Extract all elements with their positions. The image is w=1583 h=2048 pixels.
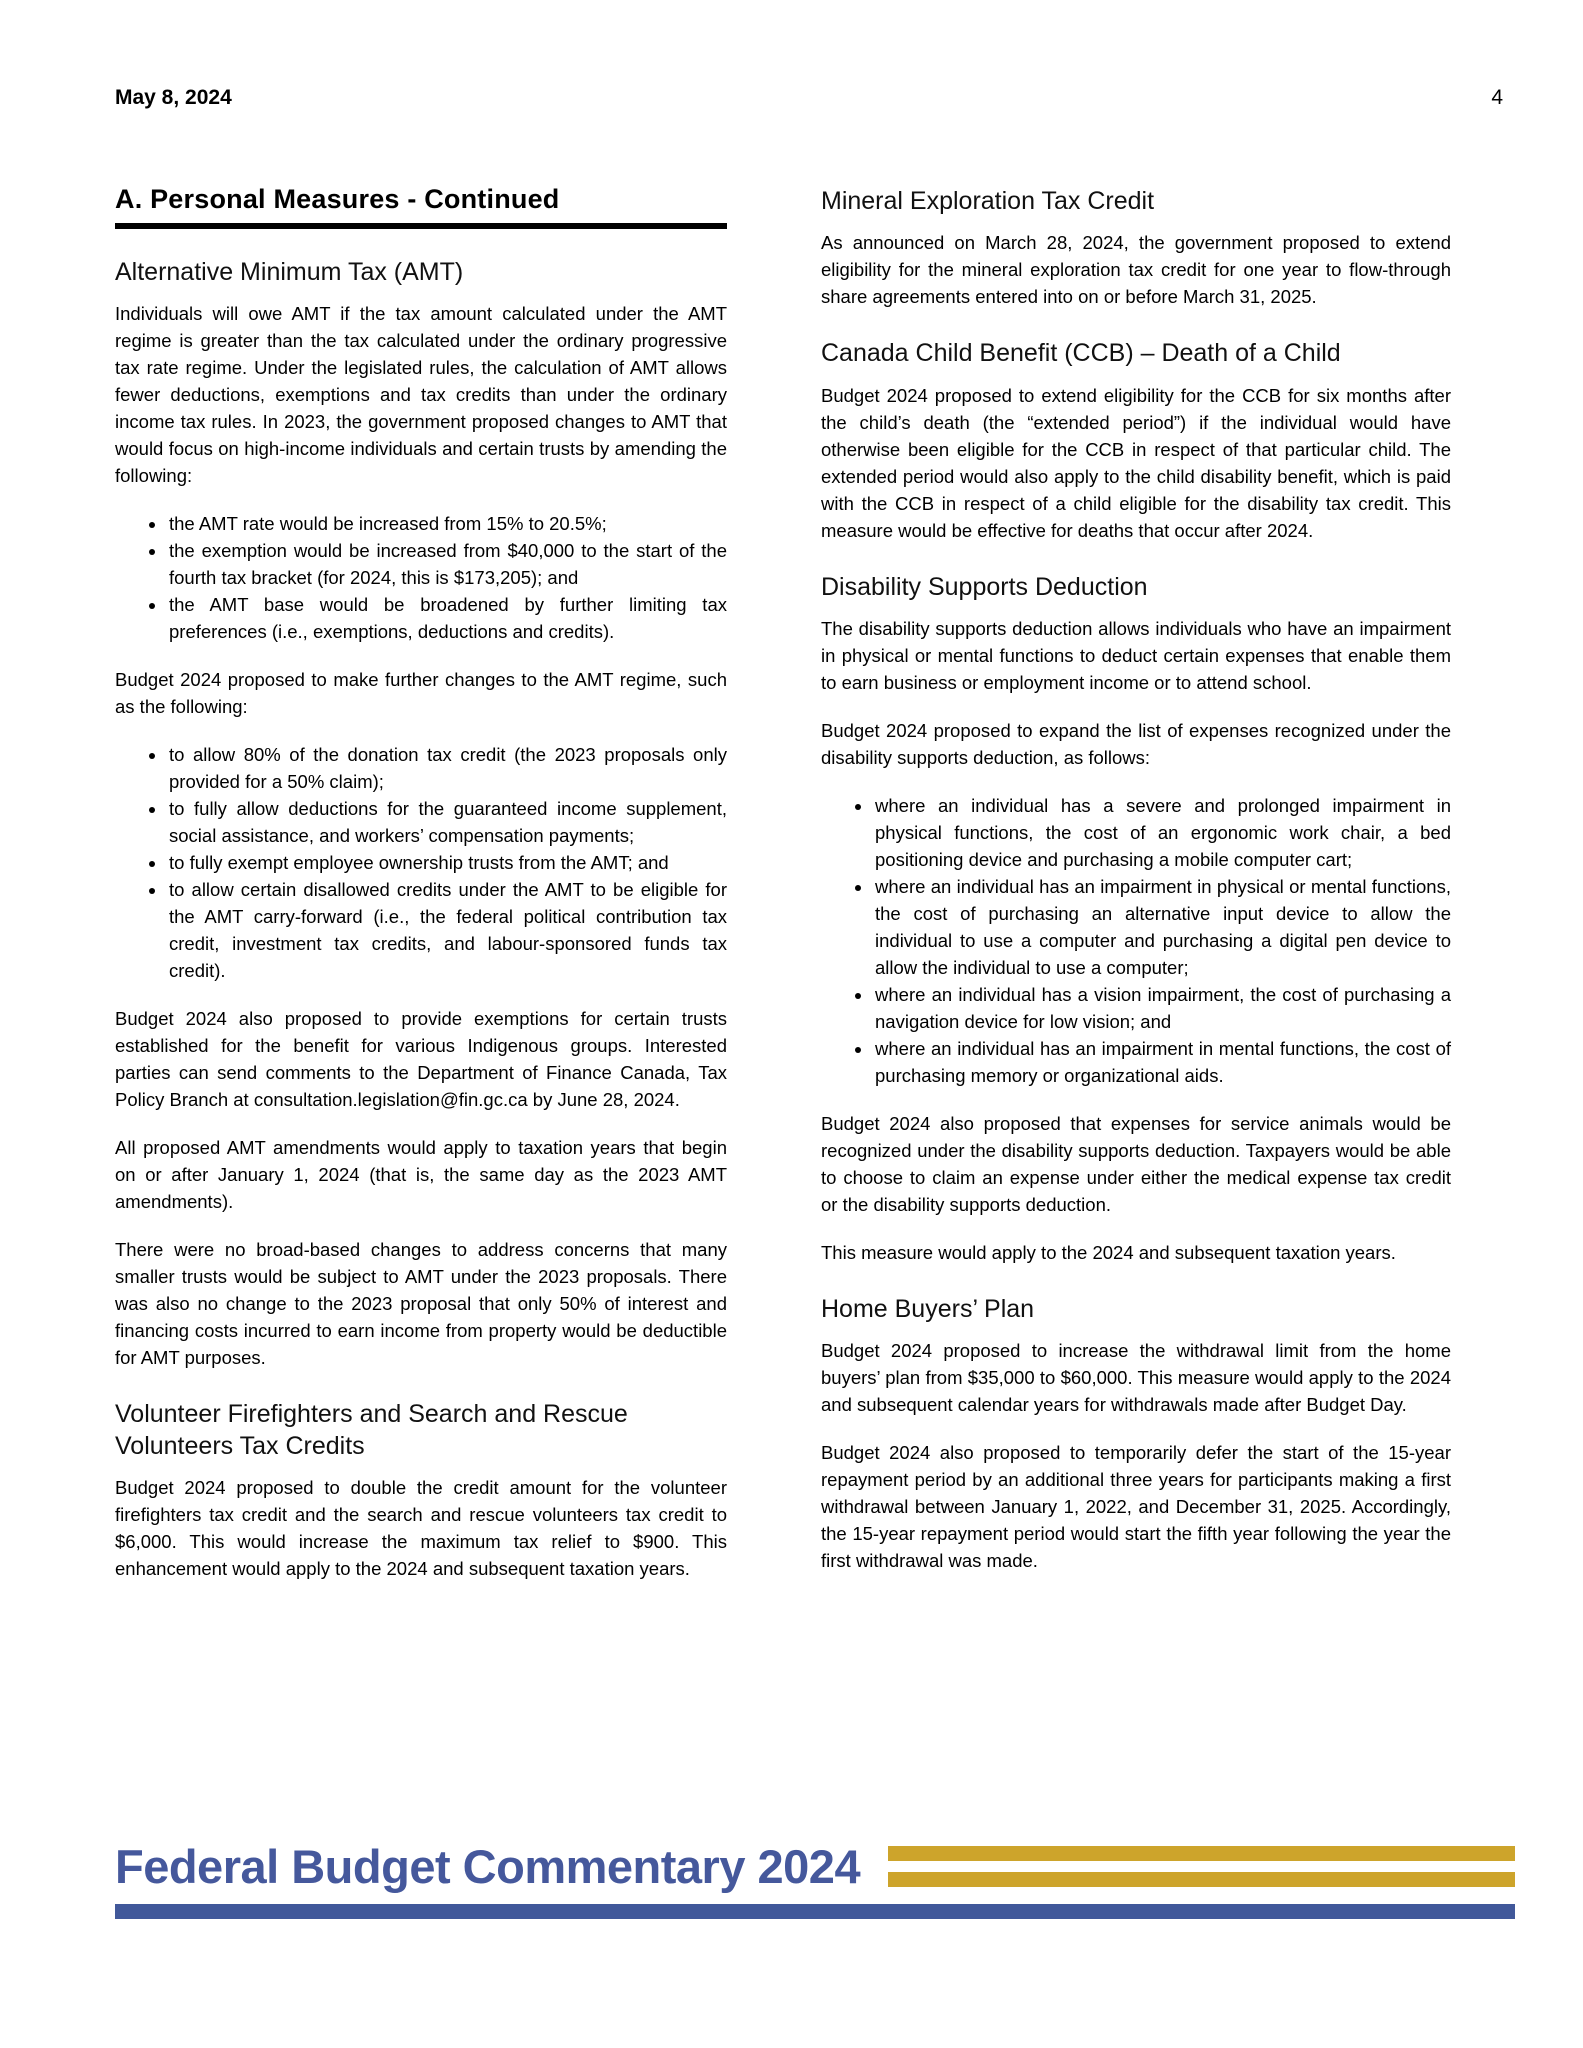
amt-trusts-paragraph: Budget 2024 also proposed to provide exemptions for certain trusts established for the benefit for various Indigenous groups. Interested parties can send comments to the Department of Finance Canada, Tax Policy Branch at consultation.legislation@fin.gc.ca by June 28, 2024.: [115, 1008, 727, 1111]
page-header: [0, 0, 1583, 110]
hbp-repayment-paragraph: Budget 2024 also proposed to temporarily defer the start of the 15-year repayment period by an additional three years for participants making a first withdrawal between January 1, 2022, and December 31, 2025. Accordingly, the 15-year repayment period would start the fifth year following the year the first withdrawal was made.: [821, 1442, 1451, 1571]
bullet-item: • the AMT base would be broadened by further limiting tax preferences (i.e., exemptions, deductions and credits).: [167, 591, 727, 645]
amt-2023-bullet-list: [115, 510, 727, 645]
amt-2024-bullet-list: [115, 741, 727, 984]
page-footer: [115, 1840, 1515, 1919]
volunteer-paragraph: Budget 2024 proposed to double the credit amount for the volunteer firefighters tax credit and the search and rescue volunteers tax credit to $6,000. This would increase the maximum tax relief to $900. This enhancement would apply to the 2024 and subsequent taxation years.: [115, 1476, 727, 1579]
amt-effective-paragraph: All proposed AMT amendments would apply to taxation years that begin on or after January 1, 2024 (that is, the same day as the 2023 AMT amendments).: [115, 1137, 727, 1213]
left-column: [115, 184, 727, 1603]
heading-mineral-exploration: Mineral Exploration Tax Credit: [821, 187, 1155, 215]
heading-ccb-death-of-child: Canada Child Benefit (CCB) – Death of a Child: [821, 339, 1341, 368]
gold-bar-bottom: [888, 1872, 1515, 1887]
bullet-item: • to allow 80% of the donation tax credit (the 2023 proposals only provided for a 50% claim);: [167, 741, 727, 795]
footer-blue-bar: [115, 1904, 1515, 1919]
heading-disability-supports: Disability Supports Deduction: [821, 572, 1148, 601]
bullet-item: • the exemption would be increased from $40,000 to the start of the fourth tax bracket (for 2024, this is $173,205); and: [167, 537, 727, 591]
section-title: A. Personal Measures - Continued: [115, 184, 727, 229]
disability-effective-paragraph: This measure would apply to the 2024 and subsequent taxation years.: [821, 1241, 1396, 1263]
footer-title: Federal Budget Commentary 2024: [115, 1840, 861, 1893]
ccb-paragraph: Budget 2024 proposed to extend eligibility for the CCB for six months after the child’s death (the “extended period”) if the individual would have otherwise been eligible for the CCB in respect of that particular child. The extended period would also apply to the child disability benefit, which is paid with the CCB in respect of a child eligible for the disability tax credit. This measure would be effective for deaths that occur after 2024.: [821, 384, 1451, 541]
footer-row: [115, 1840, 1515, 1893]
amt-intro-paragraph: Individuals will owe AMT if the tax amount calculated under the AMT regime is greater than the tax calculated under the ordinary progressive tax rate regime. Under the legislated rules, the calculation of AMT allows fewer deductions, exemptions and tax credits than under the ordinary income tax rules. In 2023, the government proposed changes to AMT that would focus on high-income individuals and certain trusts by amending the following:: [115, 303, 727, 487]
bullet-item: • the AMT rate would be increased from 15% to 20.5%;: [167, 510, 727, 537]
footer-gold-bars: [888, 1846, 1515, 1887]
bullet-item: • where an individual has a vision impairment, the cost of purchasing a navigation device for low vision; and: [873, 981, 1451, 1035]
two-column-content: [0, 110, 1583, 1603]
disability-intro-paragraph: The disability supports deduction allows individuals who have an impairment in physical or mental functions to deduct certain expenses that enable them to earn business or employment income or to attend school.: [821, 617, 1451, 693]
disability-bullet-list: [821, 792, 1451, 1089]
amt-no-changes-paragraph: There were no broad-based changes to address concerns that many smaller trusts would be subject to AMT under the 2023 proposals. There was also no change to the 2023 proposal that only 50% of interest and financing costs incurred to earn income from property would be deductible for AMT purposes.: [115, 1239, 727, 1369]
header-date: May 8, 2024: [115, 86, 232, 109]
heading-home-buyers-plan: Home Buyers’ Plan: [821, 1294, 1035, 1323]
heading-amt: Alternative Minimum Tax (AMT): [115, 258, 464, 286]
bullet-item: • to fully exempt employee ownership trusts from the AMT; and: [167, 849, 727, 876]
right-column: [821, 184, 1451, 1603]
bullet-item: • where an individual has an impairment in mental functions, the cost of purchasing memory or organizational aids.: [873, 1035, 1451, 1089]
hbp-withdrawal-paragraph: Budget 2024 proposed to increase the withdrawal limit from the home buyers’ plan from $35,000 to $60,000. This measure would apply to the 2024 and subsequent calendar years for withdrawals made after Budget Day.: [821, 1340, 1451, 1415]
heading-volunteer-firefighters: Volunteer Firefighters and Search and Rescue Volunteers Tax Credits: [115, 1400, 628, 1460]
bullet-item: • where an individual has an impairment in physical or mental functions, the cost of purchasing an alternative input device to allow the individual to use a computer and purchasing a digital pen device to allow the individual to use a computer;: [873, 873, 1451, 981]
bullet-item: • where an individual has a severe and prolonged impairment in physical functions, the cost of an ergonomic work chair, a bed positioning device and purchasing a mobile computer cart;: [873, 792, 1451, 873]
mineral-paragraph: As announced on March 28, 2024, the government proposed to extend eligibility for the mineral exploration tax credit for one year to flow-through share agreements entered into on or before March 31, 2025.: [821, 232, 1451, 308]
bullet-item: • to fully allow deductions for the guaranteed income supplement, social assistance, and workers’ compensation payments;: [167, 795, 727, 849]
disability-expand-paragraph: Budget 2024 proposed to expand the list of expenses recognized under the disability supports deduction, as follows:: [821, 719, 1451, 768]
amt-budget-intro-paragraph: Budget 2024 proposed to make further changes to the AMT regime, such as the following:: [115, 669, 727, 718]
bullet-item: • to allow certain disallowed credits under the AMT to be eligible for the AMT carry-forward (i.e., the federal political contribution tax credit, investment tax credits, and labour-sponsored funds tax credit).: [167, 876, 727, 984]
disability-service-animals-paragraph: Budget 2024 also proposed that expenses for service animals would be recognized under the disability supports deduction. Taxpayers would be able to choose to claim an expense under either the medical expense tax credit or the disability supports deduction.: [821, 1112, 1451, 1215]
gold-bar-top: [888, 1846, 1515, 1861]
page-number: 4: [1491, 86, 1503, 109]
